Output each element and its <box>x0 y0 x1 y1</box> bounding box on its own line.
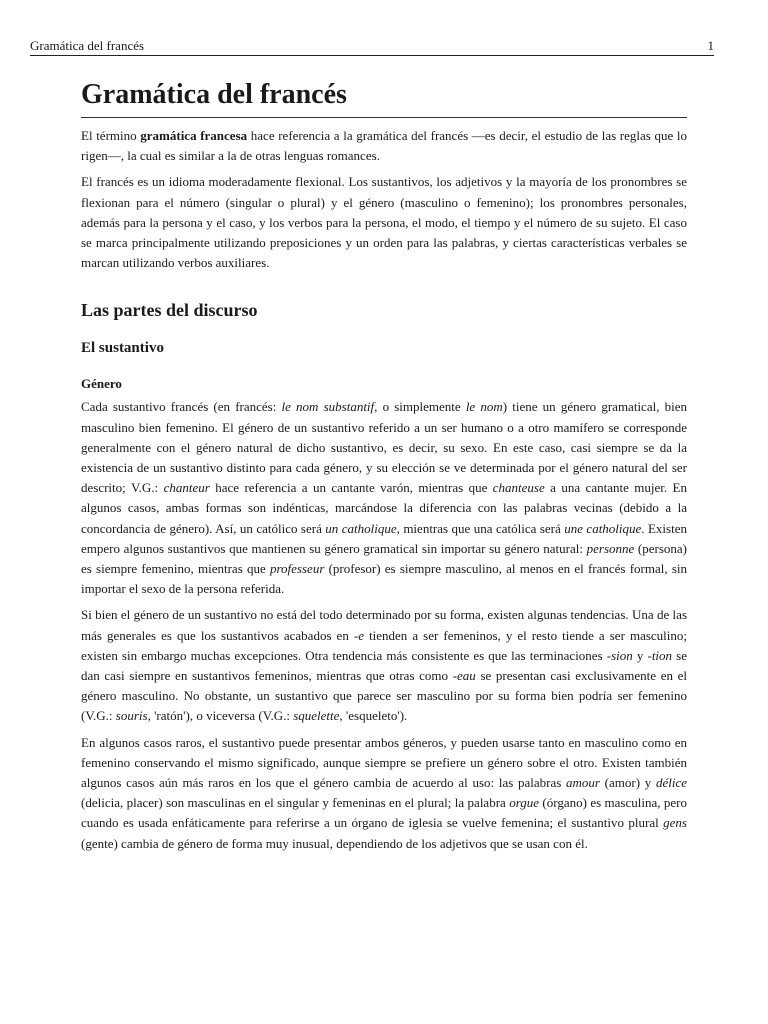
subsection-heading: El sustantivo <box>81 340 164 357</box>
page-number: 1 <box>707 38 714 53</box>
page-title: Gramática del francés <box>81 78 687 118</box>
genero-paragraph-1: Cada sustantivo francés (en francés: le nom substantif, o simplemente le nom) tiene un género gramatical, bien masculino bien femenino. El género de un sustantivo referido a un ser humano o a otro mamífero se corresponde generalmente con el género natural de dicho sustantivo, es decir, su sexo. En este caso, casi siempre se da la existencia de un sustantivo distinto para cada género, y su elección se ve determinada por el género natural del ser descrito; V.G.: chanteur hace referencia a un cantante varón, mientras que chanteuse a una cantante mujer. En algunos casos, ambas formas son indénticas, marcándose la diferencia con las palabras vecinas (debido a la concordancia de género). Así, un católico será un catholique, mientras que una católica será une catholique. Existen empero algunos sustantivos que mantienen su género gramatical sin importar su género natural: personne (persona) es siempre femenino, mientras que professeur (profesor) es siempre masculino, al menos en el francés formal, sin importar el sexo de la persona referida. <box>81 399 688 597</box>
header-divider <box>30 55 714 56</box>
genero-paragraph-3: En algunos casos raros, el sustantivo puede presentar ambos géneros, y pueden usarse tanto en masculino como en femenino conservando el mismo significado, aunque siempre se prefiere un género sobre el otro. Existen también algunos casos aún más raros en los que el género cambia de acuerdo al uso: las palabras amour (amor) y délice (delicia, placer) son masculinas en el singular y femeninas en el plural; la palabra orgue (órgano) es masculina, pero cuando es usada enfáticamente para referirse a un órgano de iglesia se vuelve femenina; el sustantivo plural gens (gente) cambia de género de forma muy inusual, dependiendo de los adjetivos que se usan con él. <box>81 734 687 851</box>
running-title: Gramática del francés <box>30 38 145 53</box>
bold-term: gramática francesa <box>140 128 248 143</box>
genero-paragraph-2: Si bien el género de un sustantivo no está del todo determinado por su forma, existen algunas tendencias. Una de las más generales es que los sustantivos acabados en -e tienden a ser femeninos, y el resto tiende a ser masculino; existen sin embargo muchas excepciones. Otra tendencia más consistente es que las terminaciones -sion y -tion se dan casi siempre en sustantivos femeninos, mientras que otras como -eau se presentan casi exclusivamente en el género masculino. No obstante, un sustantivo que parece ser masculino por su forma bien podría ser femenino (V.G.: souris, 'ratón'), o viceversa (V.G.: squelette, 'esqueleto'). <box>81 607 688 724</box>
article-body <box>81 78 687 860</box>
intro-paragraph-1: El término gramática francesa hace referencia a la gramática del francés —es decir, el estudio de las reglas que lo rigen—, la cual es similar a la de otras lenguas romances. <box>81 128 687 164</box>
intro-paragraph-2: El francés es un idioma moderadamente flexional. Los sustantivos, los adjetivos y la mayoría de los pronombres se flexionan para el número (singular o plural) y el género (masculino o femenino); los pronombres personales, además para la persona y el caso, y los verbos para la persona, el modo, el tiempo y el número de su sujeto. El caso se marca principalmente utilizando preposiciones y un orden para las palabras, y ciertas características verbales se marcan utilizando verbos auxiliares. <box>81 174 687 271</box>
section-heading: Las partes del discurso <box>81 300 258 321</box>
running-header <box>30 38 714 54</box>
subsubsection-heading: Género <box>81 376 122 392</box>
